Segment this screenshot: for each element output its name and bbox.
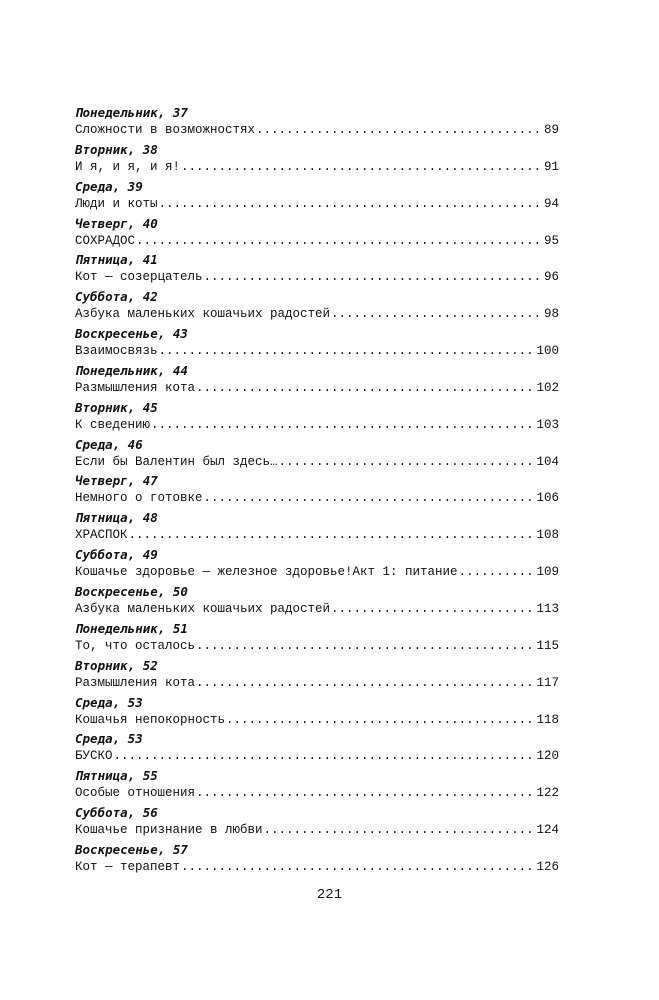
toc-entry (75, 178, 559, 215)
toc-entry-line (75, 379, 559, 397)
toc-entry (75, 804, 559, 841)
dot-leader (129, 526, 536, 544)
dot-leader (181, 158, 543, 176)
toc-entry-page: 89 (543, 123, 559, 137)
toc-entry-title: Взаимосвязь (75, 344, 158, 359)
toc-entry-heading: Вторник, 38 (75, 141, 158, 157)
toc-entry-line (75, 232, 559, 250)
toc-entry-page: 109 (536, 565, 559, 580)
dot-leader (204, 489, 536, 507)
toc-entry (75, 215, 559, 252)
toc-entry-line (75, 158, 559, 176)
toc-entry (75, 767, 559, 804)
page-number: 221 (316, 887, 343, 903)
toc-entry (75, 472, 559, 509)
toc-entry-title: Размышления кота (75, 675, 196, 690)
toc-entry-heading: Пятница, 41 (75, 252, 158, 268)
toc-entry-page: 115 (536, 638, 559, 653)
toc-entry (75, 546, 559, 583)
toc-entry-page: 91 (543, 159, 559, 174)
table-of-contents (75, 104, 559, 878)
toc-entry-line (75, 342, 559, 360)
toc-entry-page: 126 (536, 859, 559, 874)
dot-leader (159, 195, 543, 213)
toc-entry (75, 730, 559, 767)
toc-entry-heading: Среда, 53 (75, 731, 143, 747)
toc-entry-page: 104 (536, 454, 559, 469)
toc-entry-heading: Четверг, 47 (75, 473, 158, 489)
dot-leader (256, 121, 543, 139)
toc-entry-title: Кошачье здоровье — железное здоровье!Акт 1: питание (75, 565, 458, 580)
toc-entry (75, 694, 559, 731)
toc-entry-line (75, 268, 559, 286)
dot-leader (196, 784, 535, 802)
toc-entry-line (75, 526, 559, 544)
toc-entry-page: 100 (536, 344, 559, 359)
toc-entry-heading: Четверг, 40 (75, 215, 158, 231)
dot-leader (151, 416, 535, 434)
dot-leader (181, 858, 535, 876)
toc-entry-heading: Воскресенье, 50 (75, 583, 188, 599)
toc-entry-page: 98 (543, 307, 559, 322)
toc-entry (75, 288, 559, 325)
toc-entry (75, 251, 559, 288)
toc-entry-page: 122 (536, 786, 559, 801)
toc-entry-line (75, 747, 559, 765)
dot-leader (114, 747, 536, 765)
dot-leader (196, 674, 535, 692)
toc-entry-line (75, 858, 559, 876)
dot-leader (159, 342, 536, 360)
toc-entry-title: Если бы Валентин был здесь… (75, 454, 278, 469)
dot-leader (136, 232, 543, 250)
toc-entry-title: Люди и коты (75, 196, 158, 211)
toc-entry-heading: Воскресенье, 57 (75, 841, 188, 857)
toc-entry-heading: Пятница, 48 (75, 510, 158, 526)
toc-entry-title: БУСКО (75, 749, 113, 764)
dot-leader (196, 637, 535, 655)
toc-entry-line (75, 121, 559, 139)
toc-entry (75, 141, 559, 178)
toc-entry-heading: Понедельник, 51 (75, 620, 188, 636)
toc-entry (75, 657, 559, 694)
toc-entry (75, 620, 559, 657)
toc-entry-line (75, 784, 559, 802)
dot-leader (331, 305, 543, 323)
toc-entry-heading: Пятница, 55 (75, 768, 158, 784)
toc-entry-heading: Понедельник, 37 (75, 105, 188, 120)
toc-entry-page: 118 (536, 712, 559, 727)
toc-entry (75, 104, 559, 141)
dot-leader (264, 821, 536, 839)
toc-entry-heading: Среда, 46 (75, 436, 143, 452)
toc-entry-page: 117 (536, 675, 559, 690)
toc-entry-heading: Вторник, 52 (75, 657, 158, 673)
toc-entry-title: Немного о готовке (75, 491, 203, 506)
toc-entry-title: Кошачья непокорность (75, 712, 226, 727)
dot-leader (331, 600, 535, 618)
toc-entry-page: 103 (536, 417, 559, 432)
dot-leader (459, 563, 536, 581)
toc-entry-page: 106 (536, 491, 559, 506)
toc-entry-page: 102 (536, 380, 559, 395)
toc-entry-page: 95 (543, 233, 559, 248)
toc-entry (75, 362, 559, 399)
toc-entry-title: Размышления кота (75, 380, 196, 395)
toc-entry-line (75, 674, 559, 692)
dot-leader (279, 453, 536, 471)
toc-entry-heading: Вторник, 45 (75, 399, 158, 415)
toc-entry-page: 96 (543, 270, 559, 285)
toc-entry-title: К сведению (75, 417, 151, 432)
toc-entry-heading: Среда, 53 (75, 694, 143, 710)
toc-entry-page: 120 (536, 749, 559, 764)
toc-entry-title: Кот — созерцатель (75, 270, 203, 285)
toc-entry-line (75, 600, 559, 618)
toc-entry-line (75, 711, 559, 729)
dot-leader (196, 379, 535, 397)
toc-entry-page: 94 (543, 196, 559, 211)
toc-entry (75, 583, 559, 620)
toc-entry-line (75, 195, 559, 213)
toc-entry-title: СОХРАДОС (75, 233, 136, 248)
toc-entry-line (75, 637, 559, 655)
toc-entry-title: Кошачье признание в любви (75, 823, 263, 838)
toc-entry-heading: Суббота, 49 (75, 547, 158, 563)
toc-entry-line (75, 563, 559, 581)
toc-entry-title: Сложности в возможностях (75, 123, 256, 137)
toc-entry-title: Особые отношения (75, 786, 196, 801)
dot-leader (204, 268, 543, 286)
toc-entry (75, 841, 559, 878)
toc-entry-heading: Воскресенье, 43 (75, 326, 188, 342)
toc-entry-page: 124 (536, 823, 559, 838)
toc-entry-title: Азбука маленьких кошачьих радостей (75, 601, 331, 616)
toc-entry-line (75, 305, 559, 323)
toc-entry-title: ХРАСПОК (75, 528, 128, 543)
toc-entry-line (75, 821, 559, 839)
toc-entry-line (75, 416, 559, 434)
toc-entry-heading: Понедельник, 44 (75, 362, 188, 378)
toc-entry-title: Азбука маленьких кошачьих радостей (75, 307, 331, 322)
toc-entry-heading: Суббота, 42 (75, 289, 158, 305)
toc-entry-heading: Суббота, 56 (75, 805, 158, 821)
toc-entry-line (75, 489, 559, 507)
toc-entry-title: То, что осталось (75, 638, 196, 653)
toc-entry-heading: Среда, 39 (75, 178, 143, 194)
toc-entry-page: 108 (536, 528, 559, 543)
toc-entry (75, 325, 559, 362)
toc-entry-title: И я, и я, и я! (75, 159, 181, 174)
toc-entry (75, 436, 559, 473)
toc-entry-line (75, 453, 559, 471)
toc-entry-title: Кот — терапевт (75, 859, 181, 874)
dot-leader (226, 711, 535, 729)
toc-entry (75, 509, 559, 546)
toc-entry-page: 113 (536, 601, 559, 616)
toc-entry (75, 399, 559, 436)
